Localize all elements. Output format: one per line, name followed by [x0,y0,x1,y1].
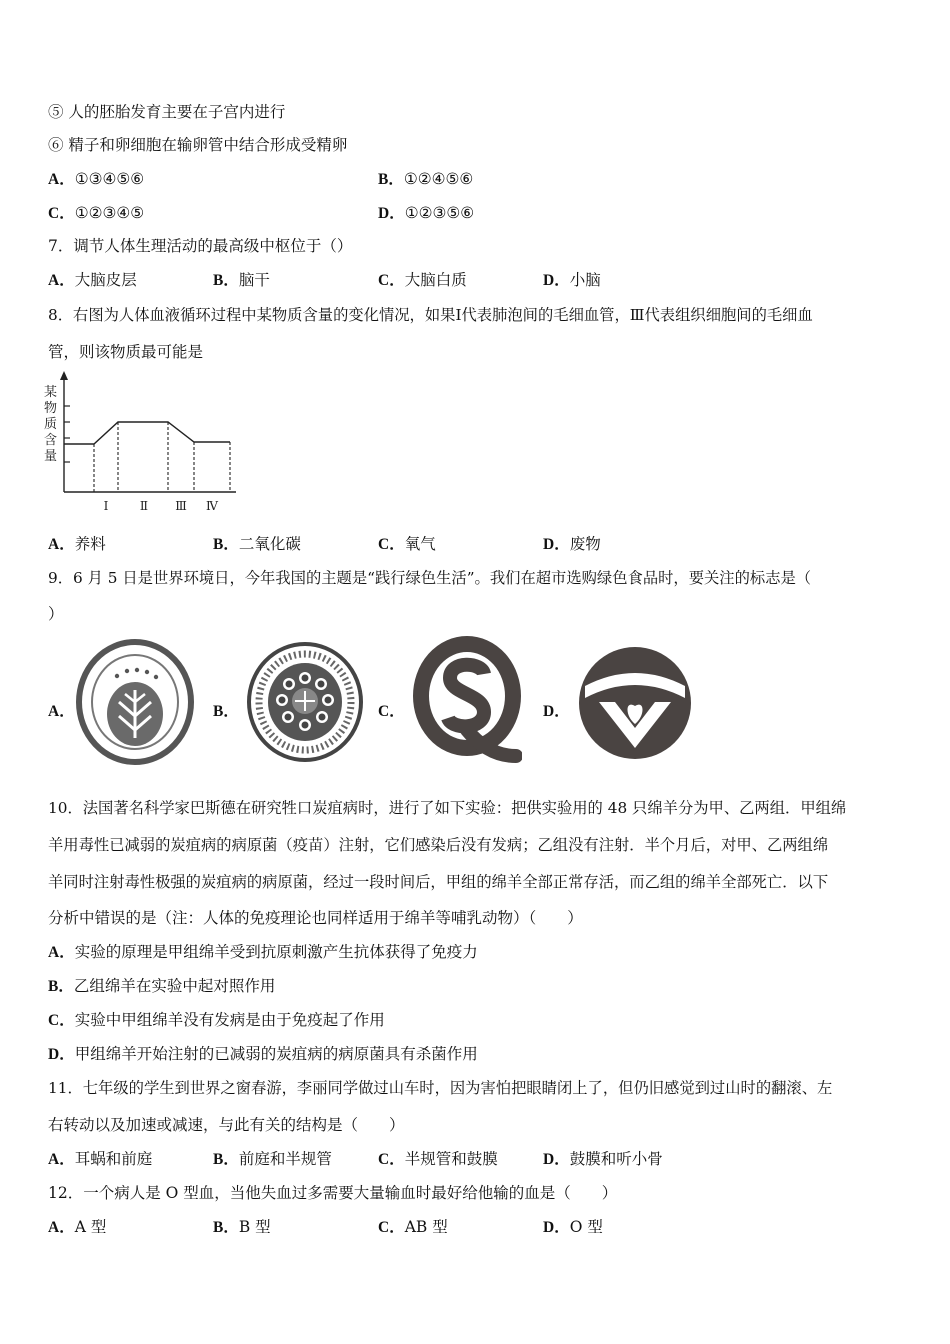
q10-option-b[interactable]: B．乙组绵羊在实验中起对照作用 [48,977,276,995]
q11-stem-line2: 右转动以及加速或减速，与此有关的结构是（ ） [48,1116,405,1134]
q9-option-c[interactable]: C． [378,703,405,720]
q8-graph-xtick-2: Ⅱ [139,499,149,513]
q6-statement-5: ⑤ 人的胚胎发育主要在子宫内进行 [48,103,286,121]
q9-option-b[interactable]: B． [213,703,239,720]
q7-option-d[interactable]: D．小脑 [543,271,601,289]
q8-graph-xtick-1: Ⅰ [103,499,109,513]
q8-graph-ylabel: 某 [44,385,58,400]
q8-option-a[interactable]: A．养料 [48,535,106,553]
q7-stem: 7．调节人体生理活动的最高级中枢位于（） [48,237,353,255]
q12-stem: 12．一个病人是 O 型血，当他失血过多需要大量输血时最好给他输的血是（ ） [48,1184,618,1202]
q10-option-d[interactable]: D．甲组绵羊开始注射的已减弱的炭疽病的病原菌具有杀菌作用 [48,1045,478,1063]
q8-graph-curve [64,422,230,444]
q7-option-b[interactable]: B．脑干 [213,271,270,289]
q8-option-b[interactable]: B．二氧化碳 [213,535,301,553]
q10-stem-line1: 10．法国著名科学家巴斯德在研究牲口炭疽病时，进行了如下实验：把供实验用的 48 只绵羊分为甲、乙两组．甲组绵 [48,799,847,817]
q8-option-d[interactable]: D．废物 [543,535,601,553]
q11-option-c[interactable]: C．半规管和鼓膜 [378,1150,498,1168]
q9-option-d[interactable]: D． [543,703,570,720]
q10-option-c[interactable]: C．实验中甲组绵羊没有发病是由于免疫起了作用 [48,1011,385,1029]
q10-option-a[interactable]: A．实验的原理是甲组绵羊受到抗原刺激产生抗体获得了免疫力 [48,943,478,961]
q8-stem-line1: 8．右图为人体血液循环过程中某物质含量的变化情况，如果Ⅰ代表肺泡间的毛细血管，Ⅲ代表组织细胞间的毛细血 [48,306,813,324]
environmental-label-logo-icon [245,640,365,764]
q12-option-c[interactable]: C．AB 型 [378,1218,448,1236]
q9-option-a[interactable]: A． [48,703,75,720]
q8-graph-ylabel: 物 [44,401,58,416]
q8-graph-xtick-3: Ⅲ [175,499,187,513]
q12-option-a[interactable]: A．A 型 [48,1218,107,1236]
q6-option-d[interactable]: D．①②③⑤⑥ [378,204,475,222]
q8-stem-line2: 管，则该物质最可能是 [48,343,204,361]
q8-option-c[interactable]: C．氧气 [378,535,436,553]
q11-option-b[interactable]: B．前庭和半规管 [213,1150,332,1168]
q6-option-c[interactable]: C．①②③④⑤ [48,204,145,222]
q11-stem-line1: 11．七年级的学生到世界之窗春游，李丽同学做过山车时，因为害怕把眼睛闭上了，但仍旧感觉到过山时的翻滚、左 [48,1079,833,1097]
q6-option-a[interactable]: A．①③④⑤⑥ [48,170,145,188]
q8-graph-xtick-4: Ⅳ [206,499,218,513]
q8-graph-ylabel: 含 [44,433,58,448]
q6-option-b[interactable]: B．①②④⑤⑥ [378,170,474,188]
qs-logo-icon [412,636,522,768]
q11-option-d[interactable]: D．鼓膜和听小骨 [543,1150,663,1168]
q10-stem-line3: 羊同时注射毒性极强的炭疽病的病原菌，经过一段时间后，甲组的绵羊全部正常存活，而乙组的绵羊全部死亡．以下 [48,873,829,891]
q10-stem-line4: 分析中错误的是（注：人体的免疫理论也同样适用于绵羊等哺乳动物）（ ） [48,909,583,927]
q9-stem-line2: ） [48,605,64,623]
q11-option-a[interactable]: A．耳蜗和前庭 [48,1150,153,1168]
q7-option-c[interactable]: C．大脑白质 [378,271,467,289]
q7-option-a[interactable]: A．大脑皮层 [48,271,137,289]
q12-option-d[interactable]: D．O 型 [543,1218,603,1236]
q8-graph-ylabel: 量 [44,449,58,464]
q12-option-b[interactable]: B．B 型 [213,1218,271,1236]
q10-stem-line2: 羊用毒性已减弱的炭疽病的病原菌（疫苗）注射，它们感染后没有发病；乙组没有注射．半个月后，对甲、乙两组绵 [48,836,829,854]
q9-stem-line1: 9．6 月 5 日是世界环境日，今年我国的主题是“践行绿色生活”。我们在超市选购绿色食品时，要关注的标志是（ [48,569,812,587]
q6-statement-6: ⑥ 精子和卵细胞在输卵管中结合形成受精卵 [48,136,348,154]
q8-graph-y-arrow [60,371,68,380]
q8-graph [40,368,250,520]
green-food-logo-icon [75,638,195,766]
food-quality-logo-icon [575,644,695,762]
q8-graph-ylabel: 质 [44,417,58,432]
